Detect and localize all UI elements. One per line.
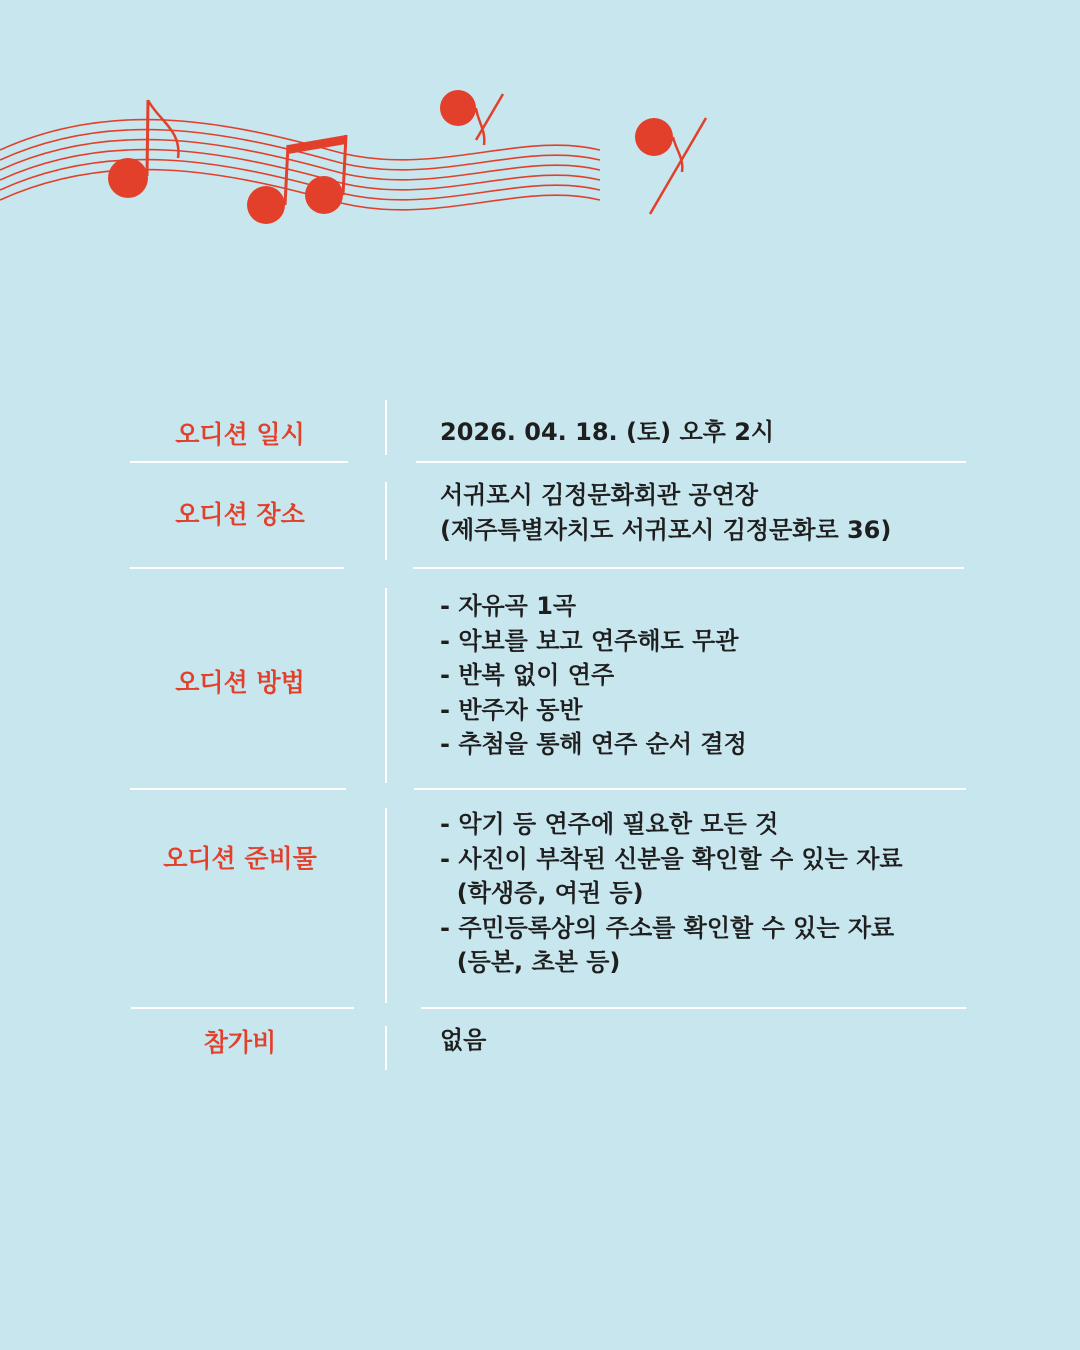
label-audition-venue: 오디션 장소: [175, 500, 305, 529]
value-line: - 반주자 동반: [440, 695, 583, 724]
label-participation-fee: 참가비: [203, 1028, 277, 1057]
column-divider: [385, 482, 387, 560]
value-audition-method: [440, 589, 1000, 762]
value-audition-date: [440, 415, 1000, 450]
value-line: - 반복 없이 연주: [440, 661, 615, 689]
row-divider-left: [130, 788, 346, 790]
value-line: (학생증, 여권 등): [440, 879, 644, 907]
value-line: - 주민등록상의 주소를 확인할 수 있는 자료: [440, 913, 895, 942]
label-audition-materials: 오디션 준비물: [163, 844, 317, 873]
value-line: (등본, 초본 등): [440, 948, 621, 976]
value-audition-venue: [440, 478, 1000, 547]
value-line: - 추첨을 통해 연주 순서 결정: [440, 730, 747, 758]
value-participation-fee: [440, 1023, 1000, 1058]
value-line: - 자유곡 1곡: [440, 592, 577, 620]
row-divider-left: [131, 1007, 354, 1009]
row-divider-right: [414, 788, 966, 790]
column-divider: [385, 400, 387, 455]
row-divider-left: [130, 567, 344, 569]
label-audition-method: 오디션 방법: [175, 668, 305, 697]
label-audition-date: 오디션 일시: [175, 420, 305, 449]
column-divider: [385, 1026, 387, 1070]
value-line: - 악보를 보고 연주해도 무관: [440, 626, 739, 655]
value-line: (제주특별자치도 서귀포시 김정문화로 36): [440, 515, 892, 544]
value-line: 서귀포시 김정문화회관 공연장: [440, 481, 759, 509]
value-line: - 사진이 부착된 신분을 확인할 수 있는 자료: [440, 844, 903, 873]
music-staff-with-notes-icon: [0, 0, 760, 240]
row-divider-right: [421, 1007, 966, 1009]
value-line: - 악기 등 연주에 필요한 모든 것: [440, 810, 779, 838]
value-line: 없음: [440, 1026, 487, 1054]
value-line: 2026. 04. 18. (토) 오후 2시: [440, 418, 775, 446]
column-divider: [385, 588, 387, 783]
column-divider: [385, 808, 387, 1003]
row-divider-left: [130, 461, 348, 463]
value-audition-materials: [440, 807, 1000, 980]
row-divider-right: [416, 461, 966, 463]
row-divider-right: [413, 567, 964, 569]
